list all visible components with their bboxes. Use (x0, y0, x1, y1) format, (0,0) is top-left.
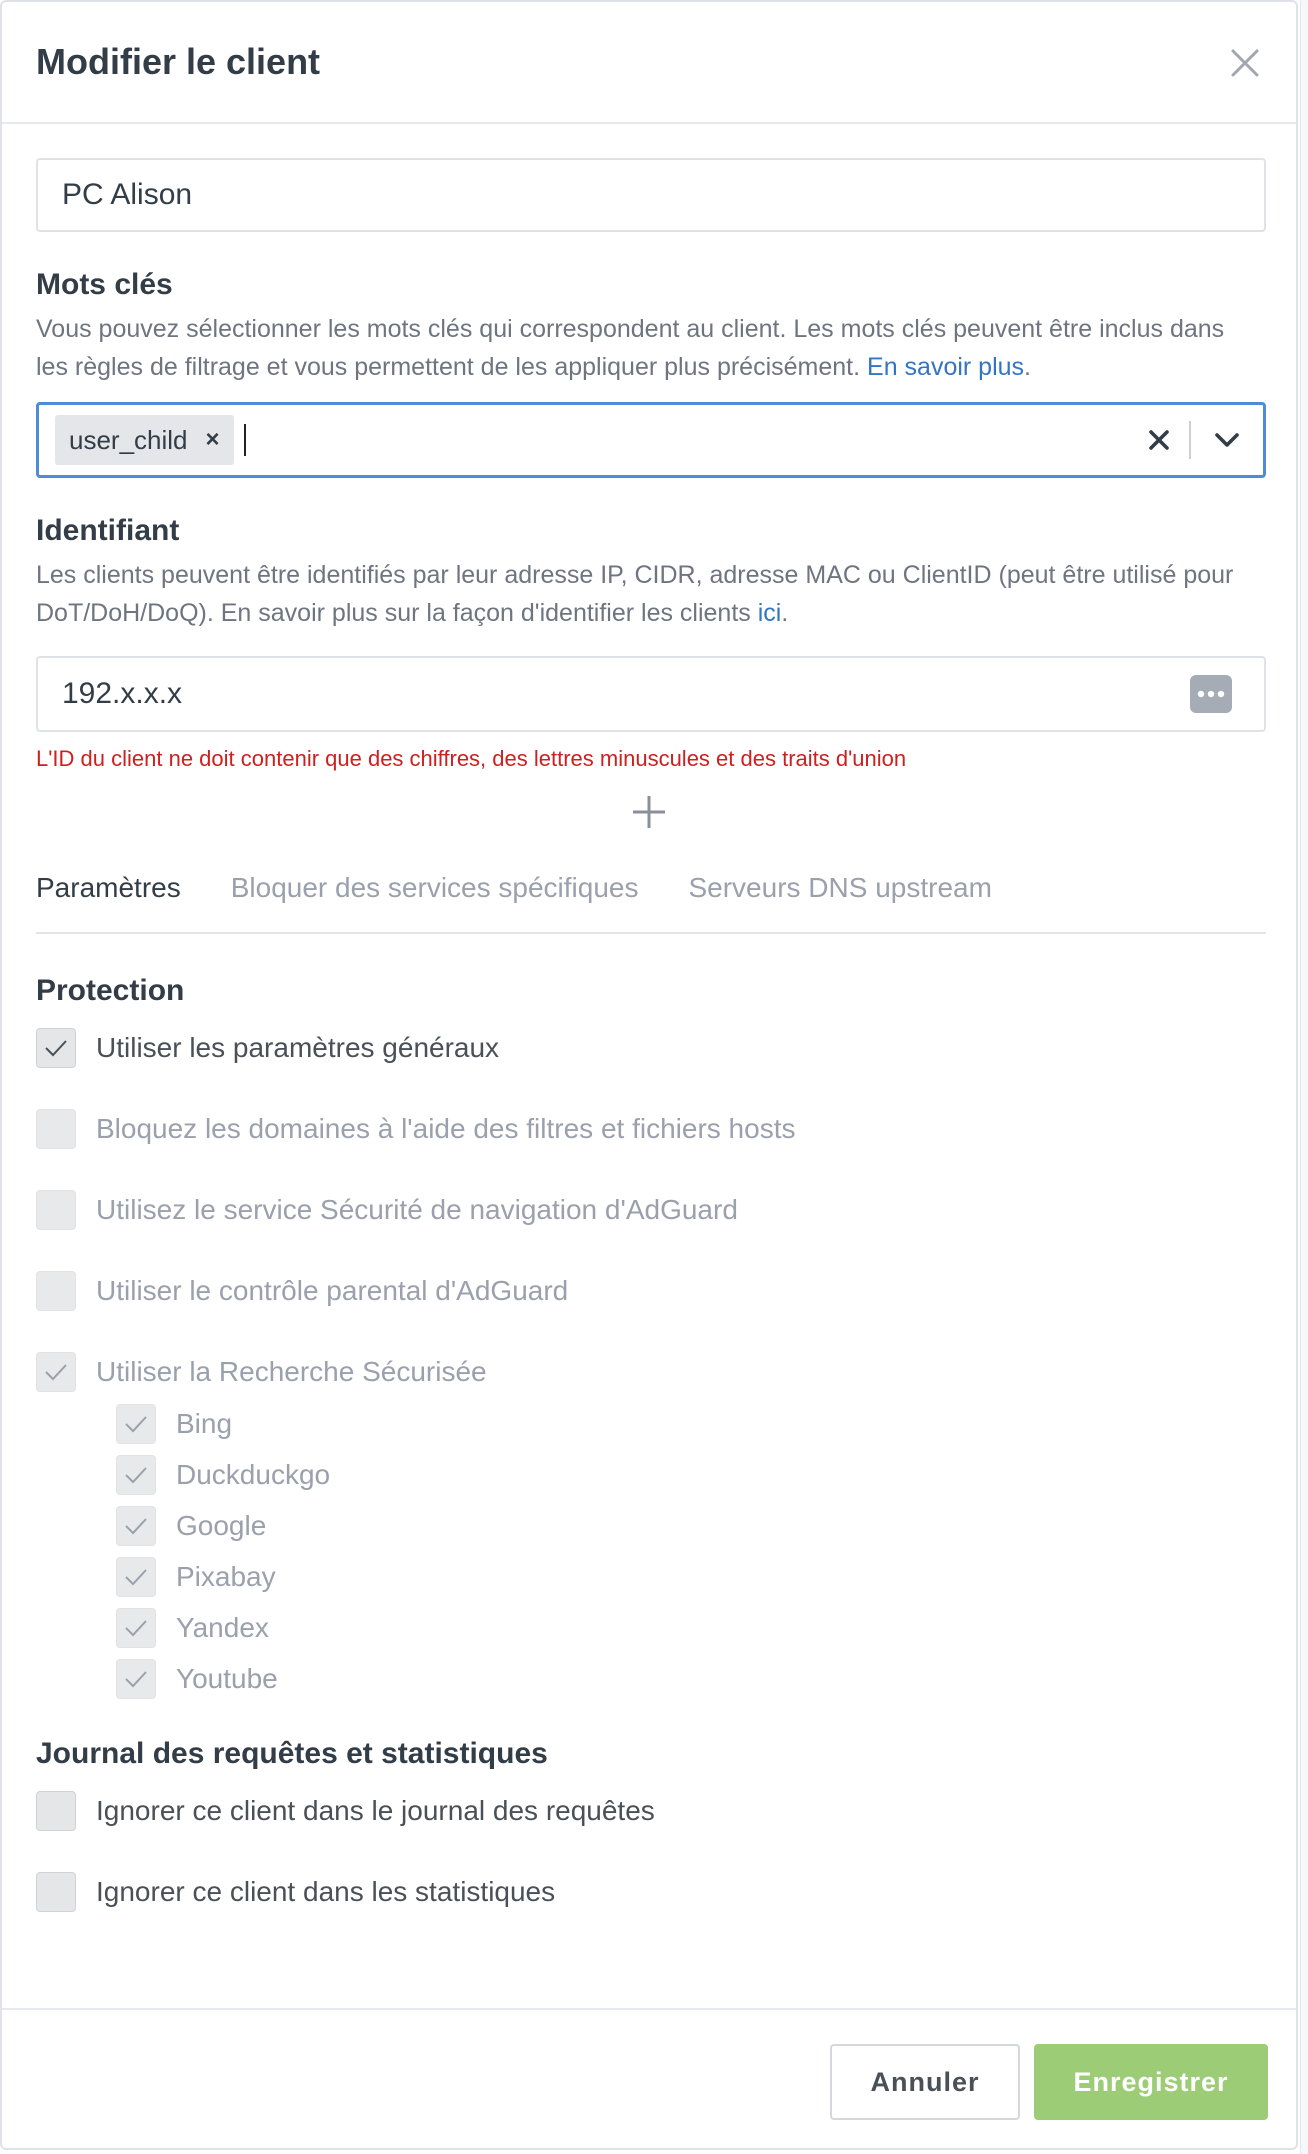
journal-title: Journal des requêtes et statistiques (36, 1737, 548, 1770)
option-label: Bloquez les domaines à l'aide des filtres et fichiers hosts (96, 1113, 796, 1144)
checkbox-ignore-statistics[interactable] (36, 1872, 76, 1912)
tags-help-text: Vous pouvez sélectionner les mots clés qui correspondent au client. Les mots clés peuvent être inclus dans les règles de filtrage et vous permettent de les appliquer plus précisément. (36, 315, 1225, 381)
engine-label: Pixabay (176, 1561, 276, 1592)
tags-learn-more-link[interactable]: En savoir plus (867, 353, 1025, 381)
cancel-button[interactable]: Annuler (830, 2044, 1020, 2120)
tags-help-suffix: . (1024, 353, 1031, 381)
plus-icon (631, 794, 667, 830)
option-label: Ignorer ce client dans les statistiques (96, 1876, 556, 1907)
safesearch-engines (116, 1404, 1262, 1699)
identifier-link[interactable]: ici (757, 599, 782, 627)
identifier-help (36, 556, 1262, 632)
option-label: Utiliser le contrôle parental d'AdGuard (96, 1275, 569, 1306)
option-label: Ignorer ce client dans le journal des requêtes (96, 1795, 655, 1826)
tag-remove-icon[interactable]: × (205, 426, 220, 453)
engine-label: Google (176, 1510, 267, 1541)
engine-google (116, 1506, 1262, 1546)
option-label: Utilisez le service Sécurité de navigation d'AdGuard (96, 1194, 738, 1225)
select-controls (1129, 405, 1263, 475)
engine-bing (116, 1404, 1262, 1444)
option-filtering (36, 1109, 1262, 1149)
checkbox-bing (116, 1404, 156, 1444)
save-button[interactable]: Enregistrer (1034, 2044, 1268, 2120)
checkbox-parental (36, 1271, 76, 1311)
option-label: Utiliser la Recherche Sécurisée (96, 1356, 487, 1387)
settings-tabs (36, 856, 1266, 934)
checkbox-safebrowsing (36, 1190, 76, 1230)
tags-select[interactable] (36, 402, 1266, 478)
checkbox-safesearch (36, 1352, 76, 1392)
identifier-input[interactable] (36, 656, 1266, 732)
engine-yandex (116, 1608, 1262, 1648)
option-ignore-querylog[interactable] (36, 1791, 1262, 1831)
checkmark-icon (124, 1670, 148, 1688)
tab-serveurs-dns[interactable]: Serveurs DNS upstream (688, 872, 992, 903)
tab-parametres[interactable]: Paramètres (36, 872, 181, 903)
tag-chip-label: user_child (69, 424, 188, 455)
engine-duckduckgo (116, 1455, 1262, 1495)
tags-title: Mots clés (36, 268, 173, 301)
checkmark-icon (124, 1568, 148, 1586)
close-icon[interactable] (1228, 46, 1262, 80)
clear-icon[interactable] (1129, 428, 1189, 452)
checkbox-filtering (36, 1109, 76, 1149)
engine-label: Duckduckgo (176, 1459, 331, 1490)
identifier-error: L'ID du client ne doit contenir que des chiffres, des lettres minuscules et des traits d'union (36, 746, 907, 771)
engine-label: Bing (176, 1408, 233, 1439)
add-identifier-button[interactable] (36, 794, 1262, 830)
checkbox-youtube (116, 1659, 156, 1699)
option-label: Utiliser les paramètres généraux (96, 1032, 500, 1063)
option-ignore-statistics[interactable] (36, 1872, 1262, 1912)
option-safebrowsing (36, 1190, 1262, 1230)
option-safesearch (36, 1352, 1262, 1392)
tag-chip (55, 415, 234, 465)
tab-bloquer-services[interactable]: Bloquer des services spécifiques (230, 872, 639, 903)
checkbox-google (116, 1506, 156, 1546)
text-cursor (244, 424, 246, 456)
client-name-value: PC Alison (62, 178, 193, 211)
protection-title: Protection (36, 974, 185, 1007)
checkbox-pixabay (116, 1557, 156, 1597)
checkbox-global-settings[interactable] (36, 1028, 76, 1068)
checkmark-icon (124, 1619, 148, 1637)
identifier-help-suffix: . (781, 599, 789, 627)
engine-pixabay (116, 1557, 1262, 1597)
page-backdrop (1300, 0, 1308, 2154)
client-name-input[interactable] (36, 158, 1266, 232)
chevron-down-icon[interactable] (1191, 432, 1263, 448)
modal-title: Modifier le client (36, 41, 321, 82)
modal-footer (2, 2008, 1296, 2148)
checkbox-yandex (116, 1608, 156, 1648)
modal-body (2, 124, 1296, 1912)
option-parental (36, 1271, 1262, 1311)
checkbox-ignore-querylog[interactable] (36, 1791, 76, 1831)
identifier-value: 192.x.x.x (62, 677, 183, 710)
checkmark-icon (124, 1466, 148, 1484)
engine-youtube (116, 1659, 1262, 1699)
checkbox-duckduckgo (116, 1455, 156, 1495)
identifier-help-text: Les clients peuvent être identifiés par leur adresse IP, CIDR, adresse MAC ou ClientID (peut être utilisé pour DoT/DoH/DoQ). En savoir plus sur la façon d'identifier les clients (36, 561, 1234, 627)
checkmark-icon (44, 1039, 68, 1057)
modal-header (2, 2, 1296, 124)
engine-label: Youtube (176, 1663, 278, 1694)
option-global-settings[interactable] (36, 1028, 1262, 1068)
checkmark-icon (44, 1363, 68, 1381)
engine-label: Yandex (176, 1612, 269, 1643)
tags-help (36, 310, 1262, 386)
checkmark-icon (124, 1415, 148, 1433)
password-manager-icon[interactable] (1190, 675, 1232, 713)
identifier-title: Identifiant (36, 514, 180, 547)
checkmark-icon (124, 1517, 148, 1535)
